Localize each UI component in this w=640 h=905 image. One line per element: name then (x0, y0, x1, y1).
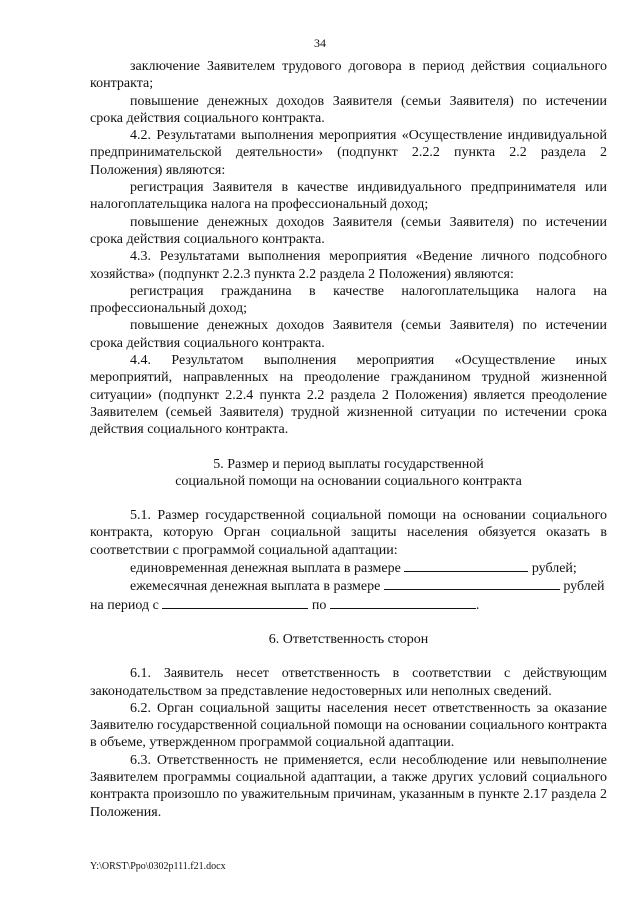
paragraph-4-3: 4.3. Результатами выполнения мероприятия «Ведение личного подсобного хозяйства» (подпункт 2.2.3 пункта 2.2 раздела 2 Положения) являются: (90, 249, 607, 282)
lump-sum-blank[interactable] (404, 559, 528, 572)
monthly-label: ежемесячная денежная выплата в размере (130, 579, 381, 595)
period-to-blank[interactable] (330, 596, 476, 609)
paragraph-5-1: 5.1. Размер государственной социальной помощи на основании социального контракта, которую Орган социальной защиты населения обязуется оказать в соответствии с программой социальной адаптации: (90, 508, 607, 558)
period-to-label: по (311, 597, 327, 613)
paragraph-6-3: 6.3. Ответственность не применяется, если несоблюдение или невыполнение Заявителем программы социальной адаптации, а также других условий социального контракта произошло по уважительным причинам, указанным в пункте 2.17 раздела 2 Положения. (90, 752, 607, 820)
lump-sum-label: единовременная денежная выплата в размере (130, 561, 401, 577)
paragraph-6-1: 6.1. Заявитель несет ответственность в соответствии с действующим законодательством за представление недостоверных или неполных сведений. (90, 666, 607, 699)
lump-sum-unit: рублей; (531, 561, 577, 577)
section-5-heading-line-2: социальной помощи на основании социального контракта (175, 473, 522, 489)
monthly-unit: рублей (563, 579, 605, 595)
paragraph-4-2: 4.2. Результатами выполнения мероприятия «Осуществление индивидуальной предпринимательской деятельности» (подпункт 2.2.2 пункта 2.2 раздела 2 Положения) являются: (90, 128, 607, 178)
section-5-heading-line-1: 5. Размер и период выплаты государственной (213, 456, 484, 472)
paragraph: повышение денежных доходов Заявителя (семьи Заявителя) по истечении срока действия социального контракта. (90, 214, 607, 247)
period-line (90, 596, 607, 614)
paragraph: повышение денежных доходов Заявителя (семьи Заявителя) по истечении срока действия социального контракта. (90, 318, 607, 351)
section-6-heading: 6. Ответственность сторон (268, 631, 429, 647)
paragraph-4-4: 4.4. Результатом выполнения мероприятия «Осуществление иных мероприятий, направленных на преодоление гражданином трудной жизненной ситуации» (подпункт 2.2.4 пункта 2.2 раздела 2 Положения) является преодоление Заявителем (семьей Заявителя) трудной жизненной ситуации по истечении срока действия социального контракта. (90, 353, 607, 438)
lump-sum-line (90, 559, 607, 577)
paragraph: регистрация Заявителя в качестве индивидуального предпринимателя или налогоплательщика налога на профессиональный доход; (90, 180, 607, 213)
page-number: 34 (314, 36, 326, 50)
paragraph: регистрация гражданина в качестве налогоплательщика налога на профессиональный доход; (90, 283, 607, 317)
paragraph: заключение Заявителем трудового договора в период действия социального контракта; (90, 59, 607, 92)
paragraph-6-2: 6.2. Орган социальной защиты населения несет ответственность за оказание Заявителю государственной социальной помощи на основании социального контракта в объеме, утвержденном программой социальной адаптации. (90, 700, 607, 751)
monthly-line (90, 577, 607, 595)
document-body (90, 58, 607, 821)
paragraph: повышение денежных доходов Заявителя (семьи Заявителя) по истечении срока действия социального контракта. (90, 93, 607, 126)
period-from-label: на период с (90, 597, 159, 613)
footer-file-path: Y:\ORST\Ppo\0302p111.f21.docx (90, 861, 226, 872)
monthly-blank[interactable] (384, 577, 560, 590)
period-end: . (475, 597, 480, 613)
period-from-blank[interactable] (162, 596, 308, 609)
